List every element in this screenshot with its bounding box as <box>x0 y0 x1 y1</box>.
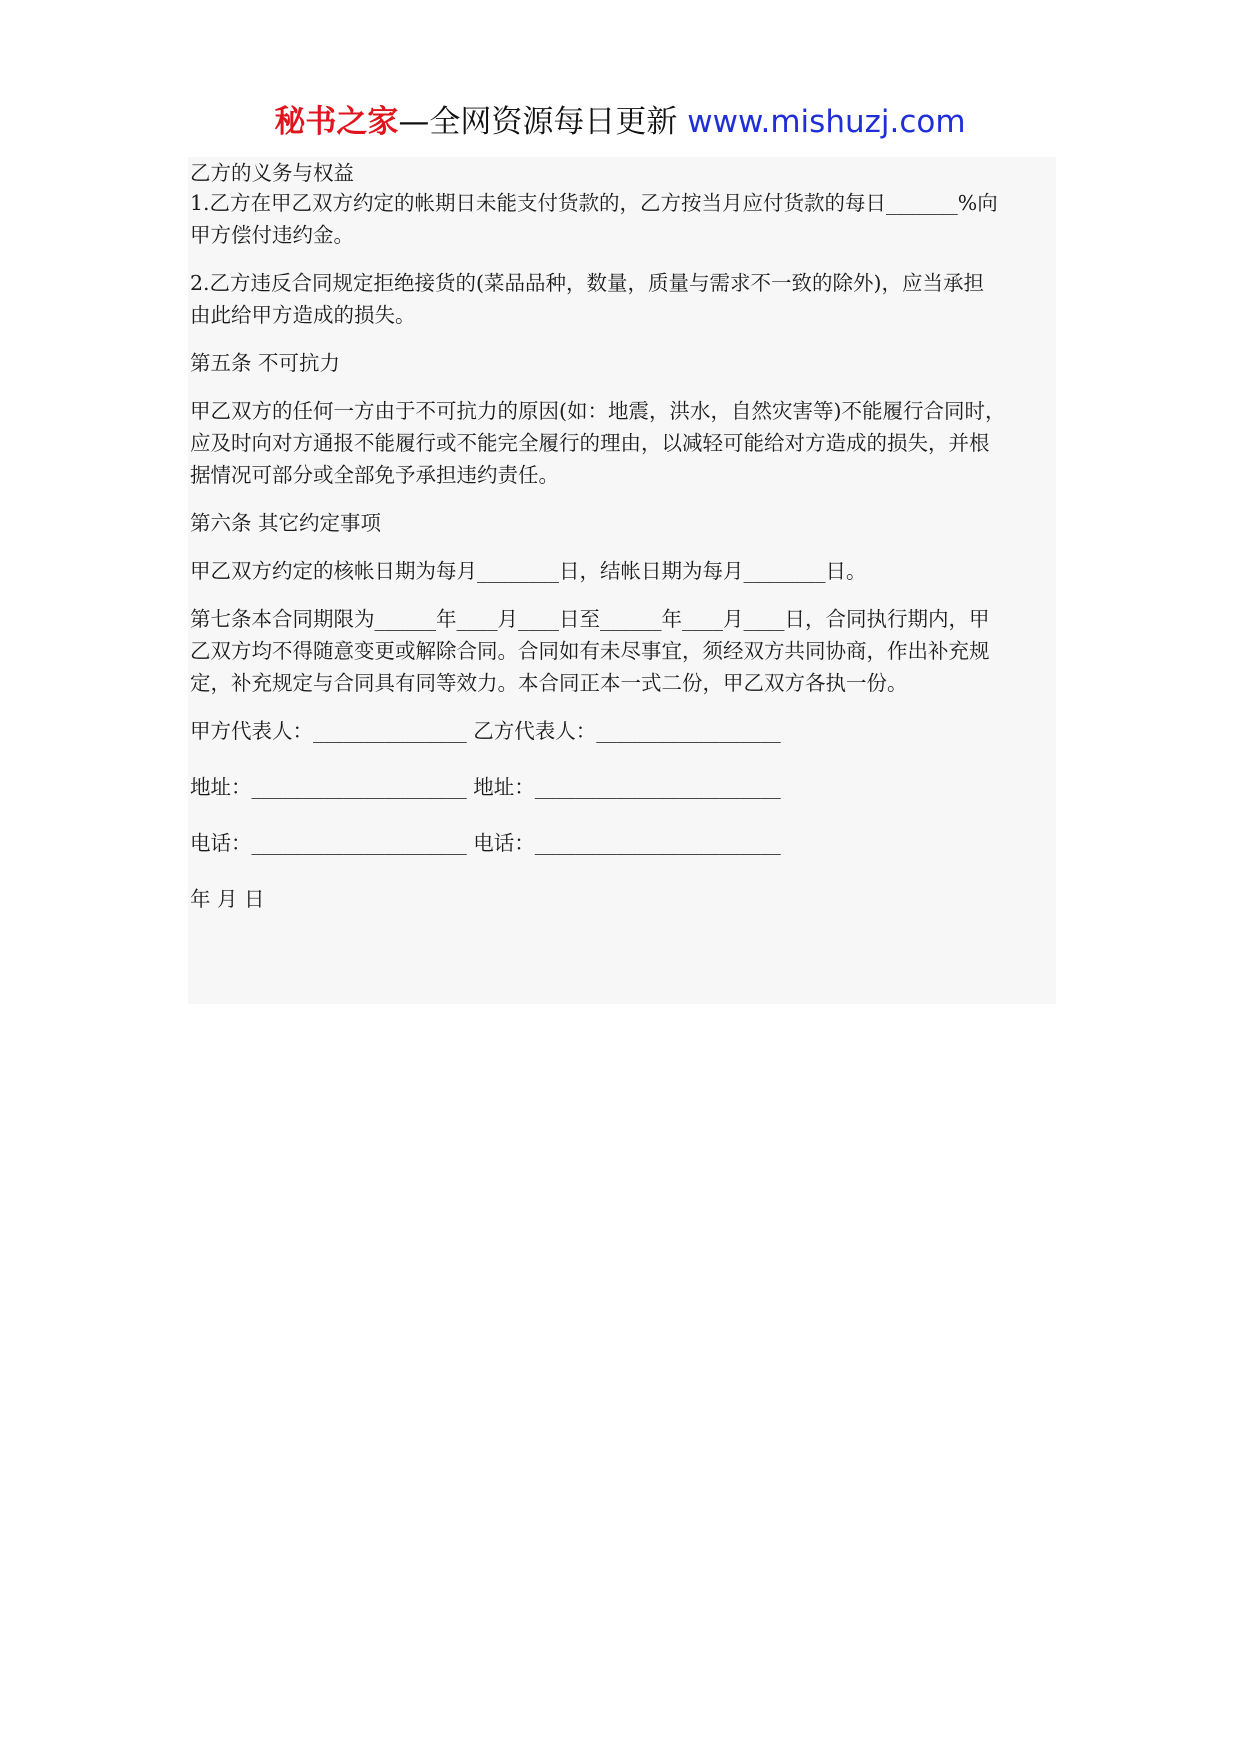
header-url[interactable]: www.mishuzj.com <box>687 104 966 140</box>
contract-body <box>188 157 1056 1004</box>
brand-name: 秘书之家 <box>274 104 399 140</box>
article-5-line-2: 应及时向对方通报不能履行或不能完全履行的理由，以减轻可能给对方造成的损失，并根 <box>190 431 990 455</box>
article-5-line-1: 甲乙双方的任何一方由于不可抗力的原因(如：地震，洪水，自然灾害等)不能履行合同时， <box>190 399 1006 423</box>
article-6-text: 甲乙双方约定的核帐日期为每月________日，结帐日期为每月________日。 <box>190 559 867 583</box>
signature-phones: 电话：_____________________ 电话：________________________ <box>190 831 781 855</box>
clause-2-line-1: 2.乙方违反合同规定拒绝接货的(菜品品种，数量，质量与需求不一致的除外)，应当承担 <box>190 271 985 295</box>
clause-2-line-2: 由此给甲方造成的损失。 <box>190 303 416 327</box>
signature-representatives: 甲方代表人：_______________ 乙方代表人：__________________ <box>190 719 781 743</box>
article-5-line-3: 据情况可部分或全部免予承担违约责任。 <box>190 463 559 487</box>
article-7-line-2: 乙双方均不得随意变更或解除合同。合同如有未尽事宜，须经双方共同协商，作出补充规 <box>190 639 990 663</box>
watermark-header <box>0 100 1240 144</box>
article-6-title: 第六条 其它约定事项 <box>190 511 382 535</box>
header-tagline: —全网资源每日更新 <box>398 104 678 140</box>
signature-addresses: 地址：_____________________ 地址：________________________ <box>190 775 781 799</box>
signature-date: 年 月 日 <box>190 887 265 911</box>
section-title: 乙方的义务与权益 <box>190 161 354 185</box>
article-5-title: 第五条 不可抗力 <box>190 351 341 375</box>
article-7-line-1: 第七条本合同期限为______年____月____日至______年____月____日，合同执行期内，甲 <box>190 607 990 631</box>
clause-1-line-2: 甲方偿付违约金。 <box>190 223 354 247</box>
clause-1-line-1: 1.乙方在甲乙双方约定的帐期日未能支付货款的，乙方按当月应付货款的每日_______%向 <box>190 191 998 215</box>
article-7-line-3: 定，补充规定与合同具有同等效力。本合同正本一式二份，甲乙双方各执一份。 <box>190 671 908 695</box>
